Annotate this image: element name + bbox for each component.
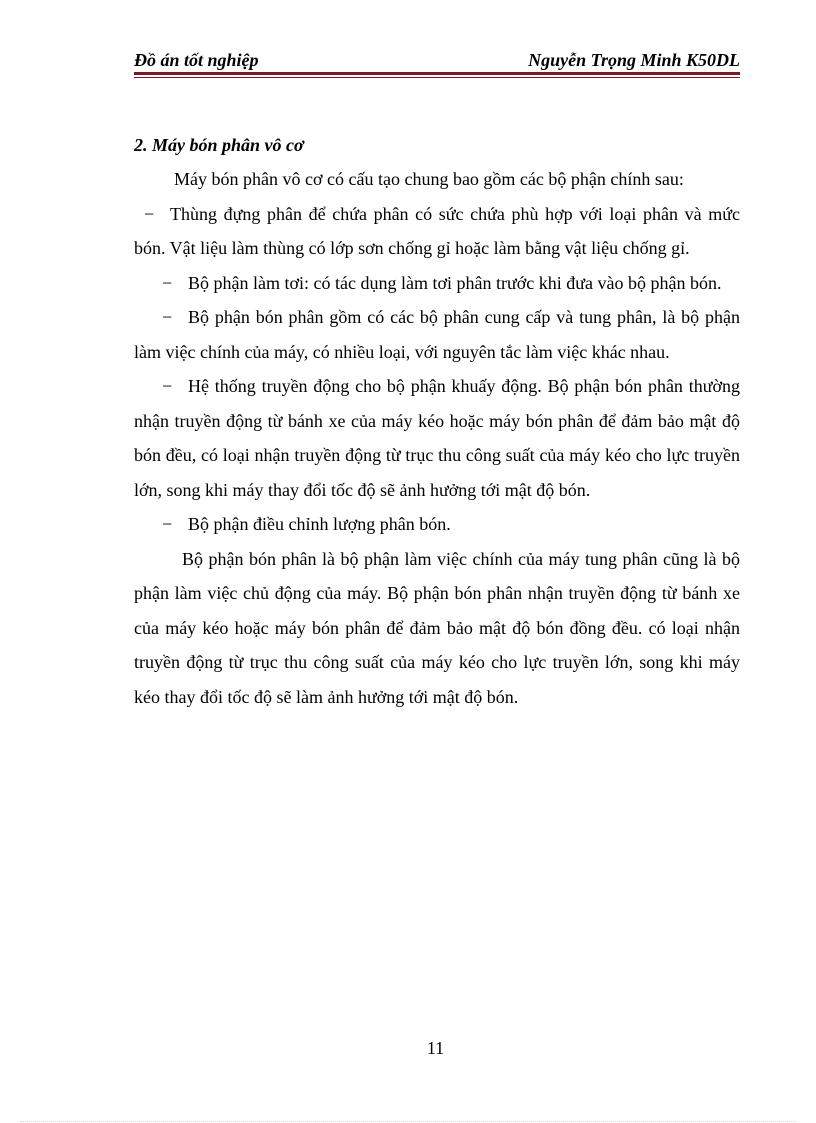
page-bottom-border: [20, 1121, 796, 1122]
list-item-text: Thùng đựng phân để chứa phân có sức chứa phù hợp với loại phân và mức bón. Vật liệu làm thùng có lớp sơn chống gỉ hoặc làm bằng vật liệu chống gỉ.: [134, 203, 740, 258]
header-rule-thin: [134, 77, 740, 78]
intro-paragraph: Máy bón phân vô cơ có cấu tạo chung bao gồm các bộ phận chính sau:: [174, 169, 684, 189]
section-heading: 2. Máy bón phân vô cơ: [134, 135, 304, 155]
header-author: Nguyễn Trọng Minh K50DL: [528, 50, 740, 70]
list-item: [134, 266, 740, 301]
list-item-text: Bộ phận làm tơi: có tác dụng làm tơi phân trước khi đưa vào bộ phận bón.: [188, 272, 722, 293]
dash-bullet: −: [162, 307, 173, 327]
list-item: [134, 300, 740, 369]
dash-bullet: −: [162, 514, 173, 534]
page-body: [134, 128, 740, 714]
dash-bullet: −: [144, 203, 155, 224]
list-item: [134, 197, 740, 266]
closing-paragraph: Bộ phận bón phân là bộ phận làm việc chính của máy tung phân cũng là bộ phận làm việc chủ động của máy. Bộ phận bón phân nhận truyền động từ bánh xe của máy kéo hoặc máy bón phân để đảm bảo mật độ bón đồng đều. có loại nhận truyền động từ trục thu công suất của máy kéo cho lực truyền lớn, song khi máy kéo thay đổi tốc độ sẽ làm ảnh hưởng tới mật độ bón.: [134, 548, 740, 707]
list-item-text: Bộ phận bón phân gồm có các bộ phân cung cấp và tung phân, là bộ phận làm việc chính của máy, có nhiều loại, với nguyên tắc làm việc khác nhau.: [134, 307, 740, 362]
list-item: [134, 507, 740, 542]
header-document-title: Đồ án tốt nghiệp: [134, 50, 259, 70]
dash-bullet: −: [162, 376, 173, 396]
page-header: [134, 48, 740, 72]
list-item: [134, 369, 740, 507]
page-number: 11: [426, 1038, 445, 1058]
dash-bullet: −: [162, 272, 173, 293]
list-item-text: Hệ thống truyền động cho bộ phận khuấy động. Bộ phận bón phân thường nhận truyền động từ bánh xe của máy kéo hoặc máy bón phân để đảm bảo mật độ bón đều, có loại nhận truyền động từ trục thu công suất của máy kéo cho lực truyền lớn, song khi máy thay đổi tốc độ sẽ ảnh hưởng tới mật độ bón.: [134, 376, 740, 500]
header-rule-thick: [134, 72, 740, 75]
list-item-text: Bộ phận điều chỉnh lượng phân bón.: [188, 514, 451, 534]
